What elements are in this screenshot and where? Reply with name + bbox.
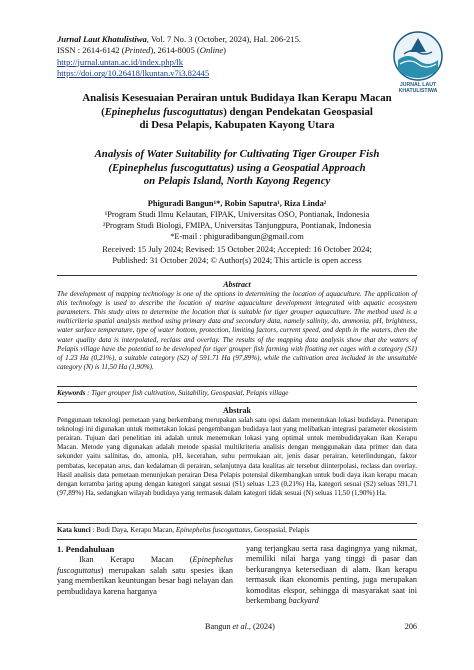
journal-url-link[interactable]: http://jurnal.untan.ac.id/index.php/lk (57, 56, 184, 67)
body-column-right: yang terjangkau serta rasa dagingnya yang nikmat, memiliki nilai harga yang tinggi di pasar dan berkurangnya ketersediaan di alam. Ikan kerapu termasuk ikan ekonomis penting, juga merupakan komoditas ekspor, sehingga di masyarakat saat ini berkembang backyard (246, 544, 417, 606)
section-heading-pendahuluan: 1. Pendahuluan (57, 544, 115, 554)
footer-author: Bangun et al., (2024) (205, 622, 275, 631)
author-block (40, 198, 434, 242)
abstract-indonesian (57, 406, 417, 498)
journal-meta: , Vol. 7 No. 3 (October, 2024), Hal. 206-215. (146, 34, 302, 44)
divider-abstrak (57, 402, 417, 403)
abstract-english (57, 280, 417, 372)
doi-link[interactable]: https://doi.org/10.26418/lkuntan.v7i3.82445 (57, 68, 210, 79)
affiliation-2: ²Program Studi Biologi, FMIPA, Universitas Tanjungpura, Pontianak, Indonesia (102, 221, 372, 230)
divider-bottom (57, 539, 417, 540)
author-names: Phiguradi Bangun¹*, Robin Saputra¹, Riza Linda² (147, 199, 327, 208)
issn-online: Online (199, 45, 224, 56)
abstrak-body: Penggunaan teknologi pemetaan yang berkembang merupakan salah satu opsi dalam menentukan lokasi budidaya. Penerapan teknologi ini digunakan untuk memetakan lokasi pengembangan budidaya laut yang melibatkan integrasi parameter ekosistem perairan. Tujuan dari penelitian ini adalah untuk menemukan lokasi yang optimal untuk membudidayakan ikan Kerapu Macan. Metode yang digunakan adalah metode spasial multikriteria analisis dengan menggunakan data primer dan data sekunder yaitu salinitas, do, amonia, pH, kecerahan, suhu permukaan air, jenis dasar perairan, keterlindungan, faktor pembatas, kecepatan arus, dan kedalaman di perairan, selanjutnya data kualitas air tersebut diinterpolasi, reclass dan overlay. Hasil analisis data pemetaan menunjukan perairan Desa Pelapis potensial dikembangkan untuk budi daya ikan kerapu macan dengan keramba jaring apung dengan kategori sangat sesuai (S1) seluas 1,23 (0,21%) Ha, kategori sesuai (S2) seluas 591,71 (97,89%) Ha, sedangkan wilayah budidaya yang termasuk dalam kategori tidak sesuai (N) seluas 11,50 (1,90%) Ha. (57, 416, 417, 497)
keywords-indonesian: Kata kunci : Budi Daya, Kerapu Macan, Epinephelus fuscoguttatus, Geospasial, Pelapis (57, 526, 310, 534)
divider-mid (57, 386, 417, 387)
kata-kunci-label: Kata kunci (57, 526, 91, 534)
paper-title-indonesian: Analisis Kesesuaian Perairan untuk Budidaya Ikan Kerapu Macan (Epinephelus fuscoguttatus) dengan Pendekatan Geospasial di Desa Pelapis, Kabupaten Kayong Utara (82, 92, 392, 131)
abstract-heading: Abstract (223, 280, 251, 289)
issn-printed: Printed (124, 45, 151, 56)
page-number: 206 (404, 622, 417, 631)
divider-top (57, 275, 417, 276)
journal-citation (57, 34, 357, 45)
species-name: Epinephelus fuscoguttatus (57, 555, 233, 575)
paper-title-english: Analysis of Water Suitability for Cultivating Tiger Grouper Fish (Epinephelus fuscoguttatus) using a Geospatial Approach on Pelapis Island, North Kayong Regency (94, 148, 380, 187)
affiliation-1: ¹Program Studi Ilmu Kelautan, FIPAK, Universitas OSO, Pontianak, Indonesia (104, 210, 370, 219)
corresponding-email: *E-mail : phiguradibangun@gmail.com (170, 232, 304, 241)
journal-name: Jurnal Laut Khatulistiwa (57, 34, 147, 44)
abstract-body: The development of mapping technology is one of the options in determining the location of aquaculture. The application of this technology is used to describe the location of marine aquaculture development integrated with aquatic ecosystem parameters. This study aims to determine the location that is suitable for tiger grouper aquaculture. The method used is a multicriteria spatial analysis method using primary data and secondary data, namely salinity, do, ammonia, pH, brightness, water surface temperature, type of water bottom, protection, limiting factors, current speed, and depth in the waters, then the water quality data is interpolated, reclass and overlay. The results of the mapping data analysis show that the waters of Pelapis village have the potential to be developed for tiger grouper fish farming with floating net cages with a category (S1) of 1.23 Ha (0,21%), a suitable category (S2) of 591.71 Ha (97,89%), while the cultivation area included in the unsuitable category (N) is 11,50 Ha (1,90%). (57, 290, 417, 371)
issn-line: ISSN : 2614-6142 (Printed), 2614-8005 (Online) (57, 45, 227, 56)
abstrak-heading: Abstrak (222, 406, 251, 415)
body-column-left (57, 544, 233, 597)
publication-dates: Received: 15 July 2024; Revised: 15 October 2024; Accepted: 16 October 2024; Published: 31 October 2024; © Author(s) 2024; This article is open access (102, 245, 372, 265)
journal-header (57, 34, 357, 80)
keywords-list: : Tiger grouper fish cultivation, Suitability, Geospasial, Pelapis village (85, 389, 289, 397)
logo-text: JURNAL LAUT KHATULISTIWA (398, 82, 438, 94)
journal-logo-icon (392, 30, 444, 82)
keywords-english (57, 389, 417, 397)
keywords-label: Keywords (57, 389, 86, 397)
species-name: Epinephelus fuscoguttatus (104, 105, 224, 118)
body-paragraph: Ikan Kerapu Macan (Epinephelus fuscoguttatus) merupakan salah satu spesies ikan yang memberikan keuntungan besar bagi nelayan dan pembudidaya karena harganya (57, 555, 233, 596)
divider-kata-kunci (57, 523, 417, 524)
